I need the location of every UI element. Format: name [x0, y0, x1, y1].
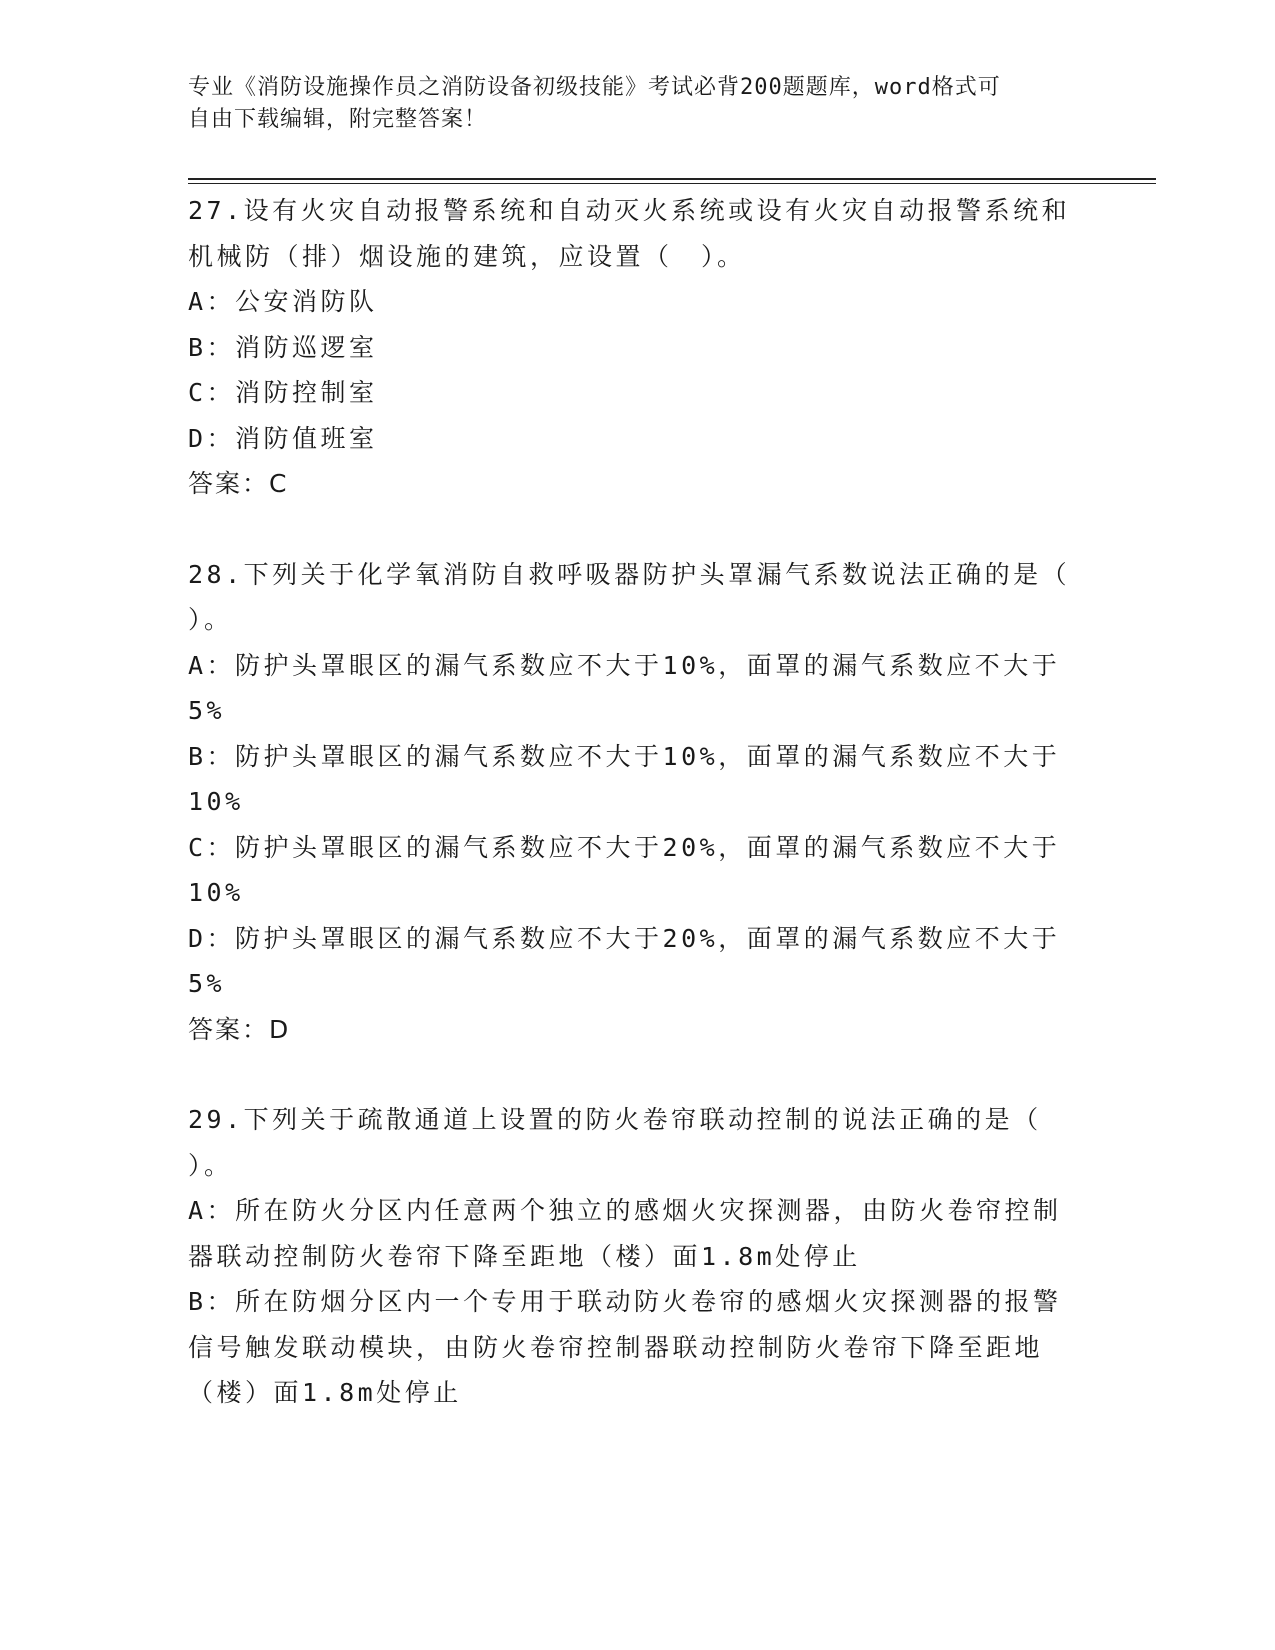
- header-line-2: 自由下载编辑，附完整答案！: [188, 107, 488, 132]
- stem-line: 28.下列关于化学氧消防自救呼吸器防护头罩漏气系数说法正确的是（: [188, 559, 1071, 589]
- option-line: B：消防巡逻室: [188, 332, 378, 362]
- option-c: [188, 370, 1088, 416]
- question-28: [188, 552, 1088, 1053]
- question-list: [188, 188, 1088, 1416]
- option-line: D：防护头罩眼区的漏气系数应不大于20%，面罩的漏气系数应不大于: [188, 923, 1061, 953]
- option-line: 5%: [188, 696, 226, 725]
- option-line: 10%: [188, 878, 244, 907]
- option-line: B：所在防烟分区内一个专用于联动防火卷帘的感烟火灾探测器的报警: [188, 1287, 1062, 1316]
- option-a: [188, 279, 1088, 325]
- option-line: C：防护头罩眼区的漏气系数应不大于20%，面罩的漏气系数应不大于: [188, 832, 1061, 862]
- stem-line: 29.下列关于疏散通道上设置的防火卷帘联动控制的说法正确的是（: [188, 1105, 1042, 1134]
- question-stem: [188, 552, 1088, 643]
- option-line: C：消防控制室: [188, 378, 378, 407]
- stem-line: 机械防（排）烟设施的建筑，应设置（ ）。: [188, 241, 746, 271]
- question-stem: [188, 188, 1088, 279]
- answer-line: 答案：D: [188, 1014, 291, 1044]
- option-line: D：消防值班室: [188, 423, 378, 453]
- option-line: （楼）面1.8m处停止: [188, 1378, 462, 1407]
- header-line-1: 专业《消防设施操作员之消防设备初级技能》考试必背200题题库，word格式可: [188, 75, 1001, 100]
- spacer: [188, 1052, 1088, 1097]
- option-line: A：所在防火分区内任意两个独立的感烟火灾探测器，由防火卷帘控制: [188, 1196, 1062, 1225]
- option-line: B：防护头罩眼区的漏气系数应不大于10%，面罩的漏气系数应不大于: [188, 741, 1061, 771]
- question-29: [188, 1097, 1088, 1416]
- option-line: 器联动控制防火卷帘下降至距地（楼）面1.8m处停止: [188, 1241, 861, 1271]
- question-stem: [188, 1097, 1088, 1188]
- option-b: [188, 734, 1088, 825]
- option-line: A：防护头罩眼区的漏气系数应不大于10%，面罩的漏气系数应不大于: [188, 650, 1061, 680]
- header-divider-thick: [188, 178, 1156, 180]
- option-d: [188, 916, 1088, 1007]
- question-27: [188, 188, 1088, 507]
- option-line: A：公安消防队: [188, 287, 378, 316]
- option-b: [188, 325, 1088, 371]
- option-line: 5%: [188, 969, 226, 998]
- document-header: [188, 72, 1088, 136]
- option-line: 信号触发联动模块，由防火卷帘控制器联动控制防火卷帘下降至距地: [188, 1332, 1044, 1362]
- spacer: [188, 507, 1088, 552]
- option-a: [188, 643, 1088, 734]
- answer-line: 答案：C: [188, 469, 289, 498]
- option-c: [188, 825, 1088, 916]
- stem-line: ）。: [188, 1150, 233, 1180]
- option-line: 10%: [188, 787, 244, 816]
- stem-line: ）。: [188, 605, 233, 634]
- option-b: [188, 1279, 1088, 1416]
- stem-line: 27.设有火灾自动报警系统和自动灭火系统或设有火灾自动报警系统和: [188, 196, 1071, 225]
- option-a: [188, 1188, 1088, 1279]
- option-d: [188, 416, 1088, 462]
- header-divider-thin: [188, 183, 1156, 184]
